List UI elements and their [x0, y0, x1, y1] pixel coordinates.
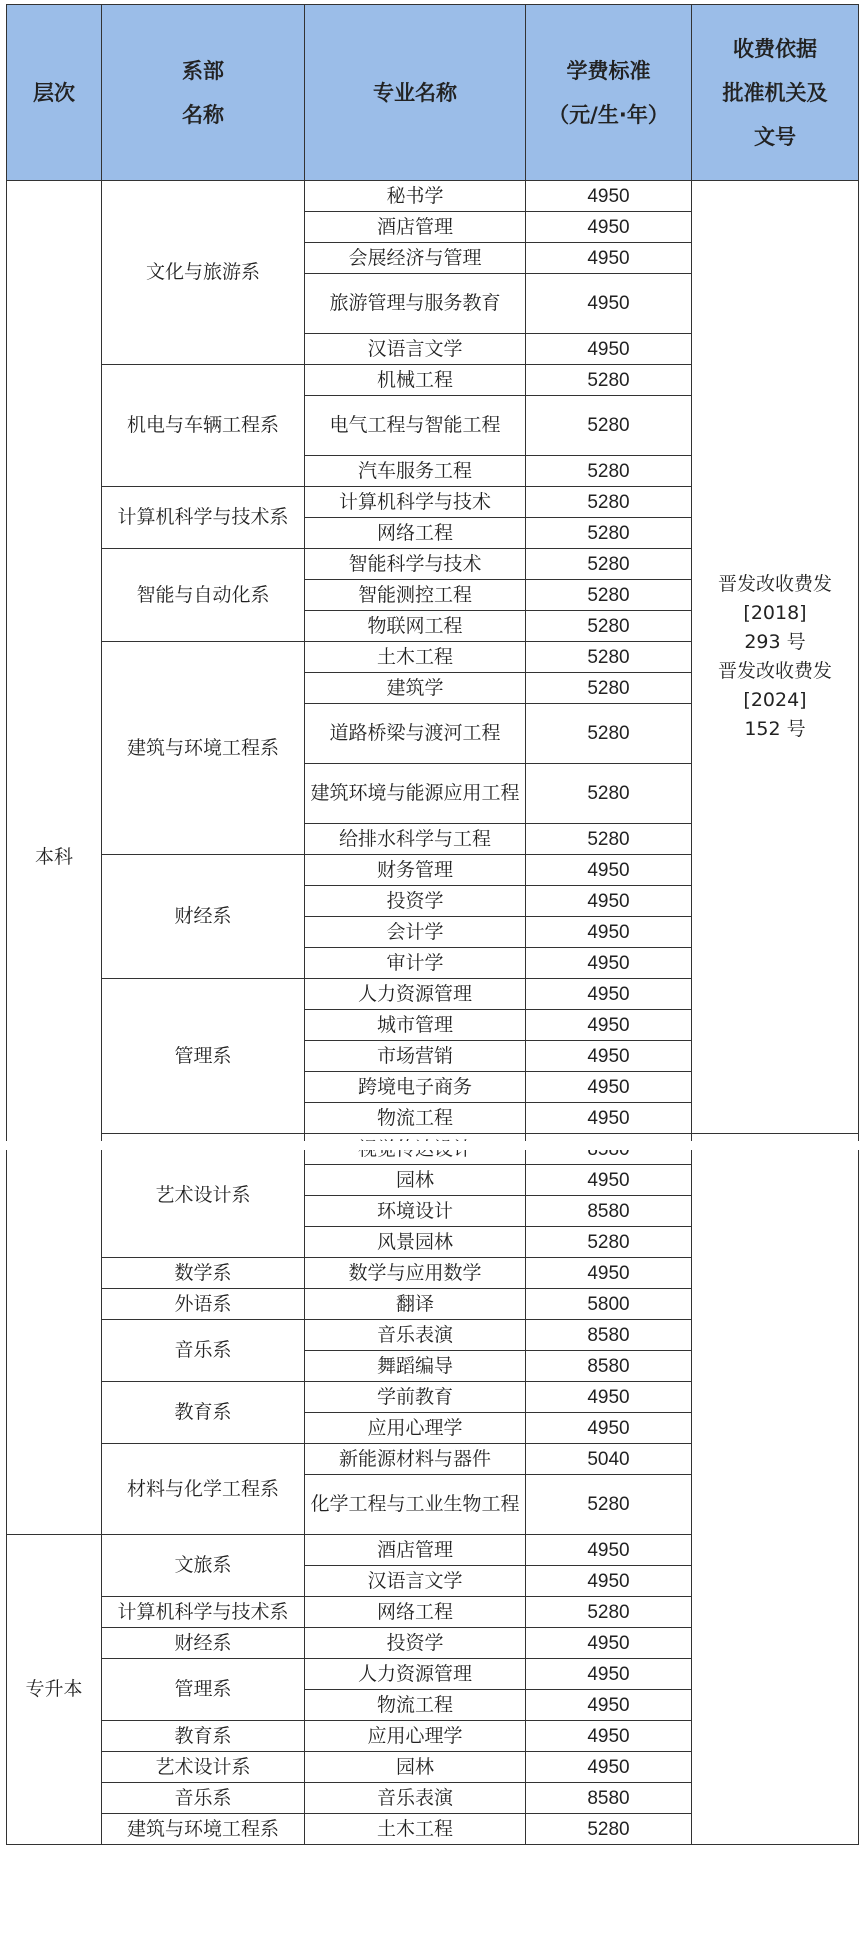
fee-cell: 8580 — [526, 1783, 692, 1814]
major-cell: 汉语言文学 — [305, 1566, 526, 1597]
fee-cell: 4950 — [526, 1041, 692, 1072]
fee-cell: 5280 — [526, 704, 692, 764]
header-level: 层次 — [7, 5, 102, 181]
basis-line: [2024] — [743, 689, 807, 711]
fee-cell: 4950 — [526, 181, 692, 212]
fee-cell: 4950 — [526, 917, 692, 948]
major-cell: 酒店管理 — [305, 1535, 526, 1566]
major-cell: 环境设计 — [305, 1196, 526, 1227]
major-cell: 物流工程 — [305, 1690, 526, 1721]
department-cell: 文旅系 — [102, 1535, 305, 1597]
major-cell: 网络工程 — [305, 518, 526, 549]
department-cell: 教育系 — [102, 1382, 305, 1444]
major-cell: 人力资源管理 — [305, 1659, 526, 1690]
tuition-fee-table — [6, 4, 859, 1845]
basis-line: 晋发改收费发 — [717, 660, 832, 682]
fee-cell: 5280 — [526, 549, 692, 580]
major-cell: 风景园林 — [305, 1227, 526, 1258]
fee-cell: 5280 — [526, 487, 692, 518]
major-cell: 旅游管理与服务教育 — [305, 274, 526, 334]
major-cell: 舞蹈编导 — [305, 1351, 526, 1382]
header-basis-line1: 收费依据 — [733, 36, 817, 61]
header-department-line2: 名称 — [182, 102, 224, 127]
department-cell: 文化与旅游系 — [102, 181, 305, 365]
header-department-line1: 系部 — [182, 58, 224, 83]
table-row — [7, 181, 859, 212]
section-break — [0, 1141, 864, 1150]
fee-cell: 5280 — [526, 518, 692, 549]
fee-cell: 4950 — [526, 886, 692, 917]
department-cell: 艺术设计系 — [102, 1752, 305, 1783]
major-cell: 城市管理 — [305, 1010, 526, 1041]
major-cell: 会计学 — [305, 917, 526, 948]
fee-cell: 4950 — [526, 334, 692, 365]
major-cell: 会展经济与管理 — [305, 243, 526, 274]
fee-table-body — [7, 181, 859, 1845]
department-cell: 数学系 — [102, 1258, 305, 1289]
fee-cell: 4950 — [526, 1413, 692, 1444]
fee-cell: 4950 — [526, 243, 692, 274]
fee-cell: 5280 — [526, 1814, 692, 1845]
fee-cell: 4950 — [526, 274, 692, 334]
major-cell: 应用心理学 — [305, 1413, 526, 1444]
header-row — [7, 5, 859, 181]
major-cell: 财务管理 — [305, 855, 526, 886]
header-fee — [526, 5, 692, 181]
department-cell: 教育系 — [102, 1721, 305, 1752]
major-cell: 音乐表演 — [305, 1783, 526, 1814]
fee-cell: 5280 — [526, 764, 692, 824]
header-fee-line1: 学费标准 — [566, 58, 651, 83]
major-cell: 道路桥梁与渡河工程 — [305, 704, 526, 764]
header-fee-line2: （元/生·年） — [548, 102, 669, 127]
fee-cell: 4950 — [526, 855, 692, 886]
major-cell: 园林 — [305, 1165, 526, 1196]
fee-cell: 5280 — [526, 456, 692, 487]
header-basis-line3: 文号 — [754, 124, 796, 149]
fee-cell: 8580 — [526, 1196, 692, 1227]
major-cell: 给排水科学与工程 — [305, 824, 526, 855]
department-cell: 管理系 — [102, 979, 305, 1134]
department-cell: 财经系 — [102, 855, 305, 979]
fee-cell: 5800 — [526, 1289, 692, 1320]
major-cell: 市场营销 — [305, 1041, 526, 1072]
department-cell: 音乐系 — [102, 1783, 305, 1814]
major-cell: 投资学 — [305, 886, 526, 917]
basis-line: 152 号 — [744, 718, 806, 740]
fee-cell: 5280 — [526, 1475, 692, 1535]
fee-cell: 4950 — [526, 1010, 692, 1041]
fee-cell: 4950 — [526, 212, 692, 243]
fee-cell: 4950 — [526, 1659, 692, 1690]
fee-cell: 4950 — [526, 1103, 692, 1134]
major-cell: 应用心理学 — [305, 1721, 526, 1752]
fee-cell: 4950 — [526, 1628, 692, 1659]
department-cell: 建筑与环境工程系 — [102, 1814, 305, 1845]
fee-cell: 4950 — [526, 948, 692, 979]
major-cell: 物流工程 — [305, 1103, 526, 1134]
major-cell: 秘书学 — [305, 181, 526, 212]
basis-cell — [692, 181, 859, 1134]
fee-cell: 5280 — [526, 611, 692, 642]
major-cell: 物联网工程 — [305, 611, 526, 642]
fee-cell: 4950 — [526, 1690, 692, 1721]
fee-cell: 4950 — [526, 1165, 692, 1196]
major-cell: 数学与应用数学 — [305, 1258, 526, 1289]
major-cell: 土木工程 — [305, 1814, 526, 1845]
fee-cell: 5280 — [526, 642, 692, 673]
major-cell: 园林 — [305, 1752, 526, 1783]
major-cell: 化学工程与工业生物工程 — [305, 1475, 526, 1535]
major-cell: 电气工程与智能工程 — [305, 396, 526, 456]
department-cell: 机电与车辆工程系 — [102, 365, 305, 487]
major-cell: 土木工程 — [305, 642, 526, 673]
department-cell: 音乐系 — [102, 1320, 305, 1382]
basis-cell-empty — [692, 1134, 859, 1845]
major-cell: 跨境电子商务 — [305, 1072, 526, 1103]
major-cell: 音乐表演 — [305, 1320, 526, 1351]
header-basis — [692, 5, 859, 181]
major-cell: 智能测控工程 — [305, 580, 526, 611]
fee-cell: 4950 — [526, 979, 692, 1010]
department-cell: 外语系 — [102, 1289, 305, 1320]
major-cell: 新能源材料与器件 — [305, 1444, 526, 1475]
major-cell: 网络工程 — [305, 1597, 526, 1628]
fee-cell: 8580 — [526, 1351, 692, 1382]
major-cell: 翻译 — [305, 1289, 526, 1320]
major-cell: 建筑环境与能源应用工程 — [305, 764, 526, 824]
level-cell: 专升本 — [7, 1535, 102, 1845]
basis-line: 晋发改收费发 — [717, 573, 832, 595]
department-cell: 计算机科学与技术系 — [102, 487, 305, 549]
fee-cell: 5040 — [526, 1444, 692, 1475]
major-cell: 计算机科学与技术 — [305, 487, 526, 518]
major-cell: 建筑学 — [305, 673, 526, 704]
department-cell: 智能与自动化系 — [102, 549, 305, 642]
fee-cell: 5280 — [526, 1597, 692, 1628]
major-cell: 学前教育 — [305, 1382, 526, 1413]
department-cell: 材料与化学工程系 — [102, 1444, 305, 1535]
fee-cell: 4950 — [526, 1535, 692, 1566]
fee-cell: 5280 — [526, 396, 692, 456]
department-cell: 财经系 — [102, 1628, 305, 1659]
fee-cell: 4950 — [526, 1382, 692, 1413]
department-cell: 管理系 — [102, 1659, 305, 1721]
major-cell: 投资学 — [305, 1628, 526, 1659]
major-cell: 审计学 — [305, 948, 526, 979]
fee-cell: 4950 — [526, 1072, 692, 1103]
fee-cell: 4950 — [526, 1752, 692, 1783]
department-cell: 建筑与环境工程系 — [102, 642, 305, 855]
major-cell: 酒店管理 — [305, 212, 526, 243]
fee-cell: 5280 — [526, 580, 692, 611]
fee-cell: 5280 — [526, 824, 692, 855]
header-basis-line2: 批准机关及 — [722, 80, 828, 105]
major-cell: 人力资源管理 — [305, 979, 526, 1010]
basis-line: [2018] — [743, 602, 807, 624]
fee-cell: 8580 — [526, 1320, 692, 1351]
major-cell: 汽车服务工程 — [305, 456, 526, 487]
level-cell: 本科 — [7, 181, 102, 1535]
department-cell: 艺术设计系 — [102, 1134, 305, 1258]
header-major: 专业名称 — [305, 5, 526, 181]
fee-cell: 4950 — [526, 1258, 692, 1289]
fee-cell: 5280 — [526, 673, 692, 704]
basis-line: 293 号 — [744, 631, 806, 653]
fee-cell: 4950 — [526, 1721, 692, 1752]
major-cell: 智能科学与技术 — [305, 549, 526, 580]
header-department — [102, 5, 305, 181]
fee-cell: 5280 — [526, 365, 692, 396]
major-cell: 机械工程 — [305, 365, 526, 396]
fee-cell: 5280 — [526, 1227, 692, 1258]
department-cell: 计算机科学与技术系 — [102, 1597, 305, 1628]
fee-cell: 4950 — [526, 1566, 692, 1597]
major-cell: 汉语言文学 — [305, 334, 526, 365]
